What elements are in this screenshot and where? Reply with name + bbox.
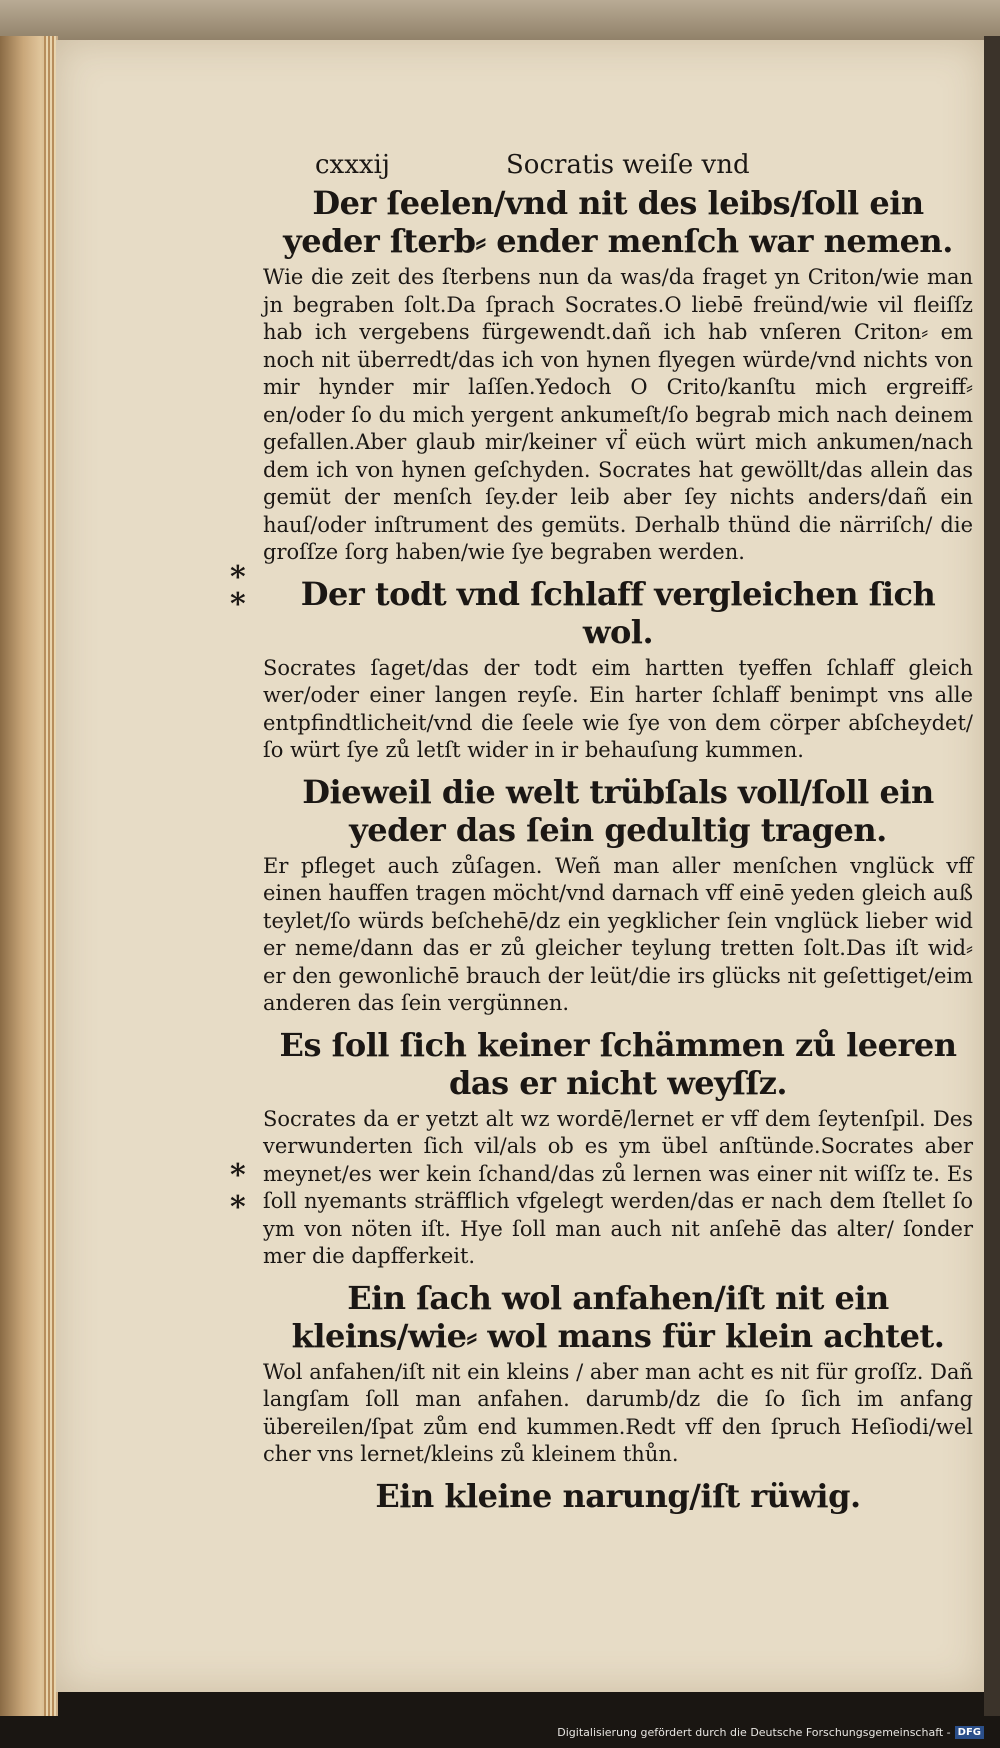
section-heading: Der ſeelen/vnd nit des leibs/ſoll ein yeder ſterb⸗ ender menſch war nemen. — [283, 184, 953, 260]
digitization-footer — [557, 1726, 984, 1739]
margin-asterisk: * — [230, 1190, 246, 1225]
book-top-edge — [0, 0, 1000, 42]
folio-number: cxxxij — [315, 150, 390, 180]
section-heading: Dieweil die welt trübſals voll/ſoll ein yeder das ſein gedultig tragen. — [302, 772, 934, 849]
section-heading: Es ſoll ſich keiner ſchämmen zů leeren das er nicht weyſſz. — [279, 1025, 957, 1102]
section-paragraph: Er pfleget auch zůſagen. Weñ man aller menſchen vnglück vff einen hauffen tragen möcht/vnd darnach vff einē yeden gleich auß teylet/ſo würds beſchehē/dz ein yegklicher ſein vnglück lieber wid er neme/dann das er zů gleicher teylung tretten ſolt.Das iſt wid⸗ er den gewonlichē brauch der leüt/die irs glücks nit geſettiget/eim anderen das ſein vergünnen. — [263, 853, 973, 1015]
running-head: Socratis weiſe vnd — [506, 150, 750, 180]
margin-asterisk: * — [230, 560, 246, 595]
page-header — [263, 150, 973, 184]
book-right-edge — [984, 36, 1000, 1716]
page-edges — [44, 36, 56, 1716]
section-heading: Ein ſach wol anfahen/iſt nit ein kleins/wie⸗ wol mans für klein achtet. — [291, 1278, 945, 1355]
margin-asterisk: * — [230, 587, 246, 622]
section-heading: Ein kleine narung/iſt rüwig. — [375, 1476, 861, 1515]
dfg-logo: DFG — [955, 1726, 984, 1739]
page-text-block — [263, 150, 973, 1519]
section-paragraph: Socrates ſaget/das der todt eim hartten tyeffen ſchlaff gleich wer/oder einer langen reyſe. Ein harter ſchlaff benimpt vns alle entpfindtlicheit/vnd die ſeele wie ſye von dem cörper abſcheydet/ ſo würt ſye zů letſt wider in ir behauſung kummen. — [263, 655, 973, 762]
section-paragraph: Socrates da er yetzt alt wz wordē/lernet er vff dem ſeytenſpil. Des verwunderten ſich vil/als ob es ym übel anſtünde.Socrates aber meynet/es wer kein ſchand/das zů lernen was einer nit wiſſz te. Es ſoll nyemants sträfflich vfgelegt werden/das er nach dem ſtellet ſo ym von nöten iſt. Hye ſoll man auch nit anſehē das alter/ ſonder mer die dapfferkeit. — [263, 1106, 973, 1268]
section-heading: Der todt vnd ſchlaff vergleichen ſich wol. — [300, 574, 936, 651]
funding-credit: Digitalisierung gefördert durch die Deutsche Forschungsgemeinschaft - — [557, 1726, 951, 1739]
section-paragraph: Wol anfahen/iſt nit ein kleins / aber man acht es nit für groſſz. Dañ langſam ſoll man anfahen. darumb/dz die ſo ſich im anfang übereilen/ſpat zům end kummen.Redt vff den ſpruch Heſiodi/wel cher vns lernet/kleins zů kleinem thůn. — [263, 1359, 973, 1466]
section-paragraph: Wie die zeit des ſterbens nun da was/da fraget yn Criton/wie man jn begraben ſolt.Da ſprach Socrates.O liebē freünd/wie vil fleiſſz hab ich vergebens fürgewendt.dañ ich hab vnſeren Criton⸗ em noch nit überredt/das ich von hynen flyegen würde/vnd nichts von mir hynder mir laſſen.Yedoch O Crito/kanſtu mich ergreiff⸗ en/oder ſo du mich yergent ankumeſt/ſo begrab mich nach deinem gefallen.Aber glaub mir/keiner vſ̈ eüch würt mich ankumen/nach dem ich von hynen geſchyden. Socrates hat gewöllt/das allein das gemüt der menſch ſey.der leib aber ſey nichts anders/dañ ein hauſ/oder inſtrument des gemüts. Derhalb thünd die närriſch/ die groſſze ſorg haben/wie ſye begraben werden. — [263, 265, 973, 564]
margin-asterisk: * — [230, 1158, 246, 1193]
